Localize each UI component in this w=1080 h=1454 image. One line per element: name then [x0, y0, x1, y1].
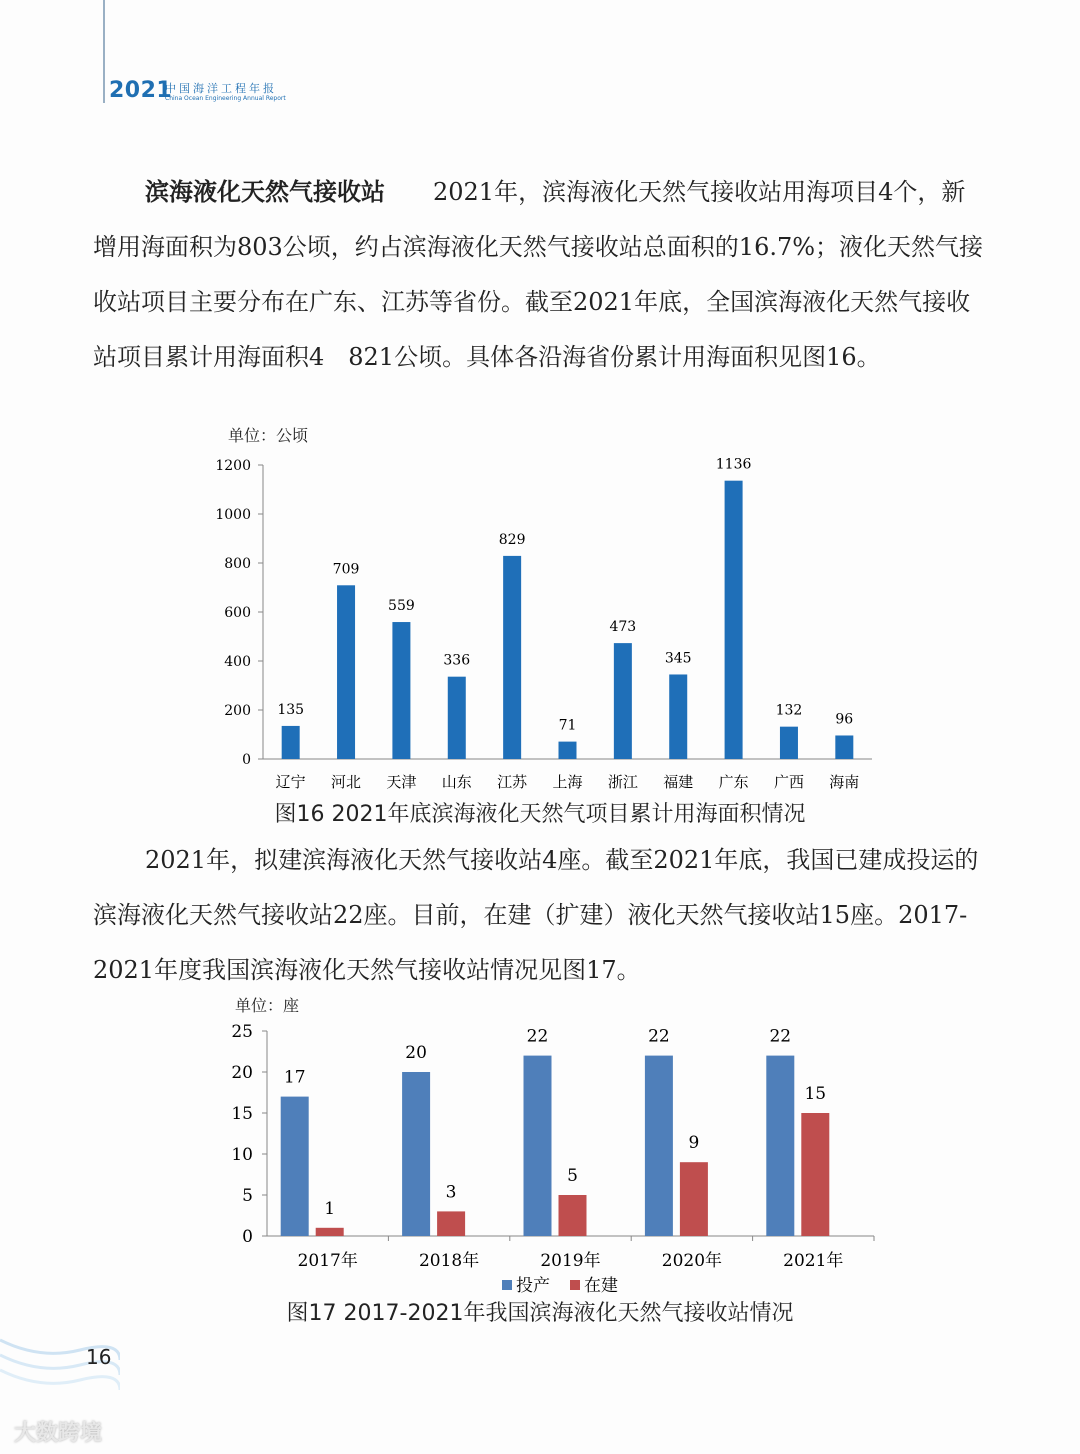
chart16-y-tick-label: 1200: [215, 458, 251, 474]
chart17-unit-label: 单位：座: [235, 996, 300, 1015]
chart16-bar: [669, 674, 687, 759]
chart17-legend-label: 在建: [584, 1276, 618, 1296]
chart16-data-label: 135: [277, 701, 305, 718]
header-rule: [103, 0, 105, 103]
chart17-data-label: 17: [283, 1067, 306, 1088]
chart16-category-label: 河北: [331, 773, 362, 791]
header-year: 2021: [109, 78, 173, 103]
page-number: 16: [86, 1345, 112, 1369]
chart17-category-label: 2019年: [540, 1251, 601, 1271]
chart17-stations-chart: [0, 1016, 1080, 1296]
chart17-legend-swatch: [502, 1280, 512, 1290]
chart16-bar: [725, 481, 743, 759]
chart16-bar: [780, 727, 798, 759]
chart16-bar: [392, 622, 410, 759]
chart17-y-tick-label: 10: [231, 1145, 253, 1165]
chart17-bar-operating: [645, 1056, 673, 1236]
chart17-data-label: 20: [405, 1043, 427, 1063]
chart16-category-label: 广西: [773, 773, 804, 791]
chart17-category-label: 2018年: [418, 1251, 480, 1271]
header-title-en: China Ocean Engineering Annual Report: [165, 95, 286, 102]
chart17-category-label: 2017年: [297, 1251, 358, 1271]
chart17-y-tick-label: 20: [231, 1063, 253, 1083]
chart17-data-label: 22: [769, 1026, 792, 1047]
wave-decoration-icon: [0, 1330, 120, 1410]
chart16-caption: 图16 2021年底滨海液化天然气项目累计用海面积情况: [274, 802, 806, 827]
chart16-category-label: 广东: [718, 773, 749, 791]
chart16-y-tick-label: 600: [224, 605, 251, 621]
chart16-category-label: 福建: [663, 773, 694, 791]
chart16-data-label: 829: [498, 531, 526, 548]
header-title-cn: 中国海洋工程年报: [165, 82, 277, 95]
chart17-bar-building: [316, 1228, 344, 1236]
chart16-bar: [835, 735, 853, 759]
chart16-y-tick-label: 1000: [215, 507, 251, 523]
chart17-bar-building: [437, 1211, 465, 1236]
paragraph-1: [93, 165, 988, 385]
chart17-bar-building: [559, 1195, 587, 1236]
chart16-bar: [448, 677, 466, 759]
chart16-y-tick-label: 400: [224, 654, 251, 670]
chart17-data-label: 22: [526, 1026, 549, 1047]
chart17-y-tick-label: 25: [231, 1022, 253, 1042]
chart17-bar-operating: [281, 1097, 309, 1236]
chart16-category-label: 天津: [386, 773, 417, 791]
chart16-data-label: 559: [388, 598, 415, 615]
chart17-y-tick-label: 5: [242, 1186, 253, 1206]
paragraph-2: [93, 833, 988, 998]
chart16-category-label: 江苏: [497, 773, 528, 791]
chart17-data-label: 3: [445, 1182, 457, 1203]
chart17-y-tick-label: 0: [242, 1227, 253, 1247]
chart17-data-label: 9: [688, 1133, 700, 1154]
chart17-bar-operating: [766, 1056, 794, 1236]
chart17-category-label: 2020年: [661, 1251, 723, 1271]
chart16-category-label: 海南: [829, 773, 860, 791]
chart17-bar-operating: [524, 1056, 552, 1236]
chart16-data-label: 1136: [715, 456, 752, 473]
chart16-category-label: 辽宁: [275, 773, 306, 791]
chart17-bar-operating: [402, 1072, 430, 1236]
chart16-bar: [282, 726, 300, 759]
chart16-category-label: 山东: [441, 773, 472, 791]
chart16-data-label: 345: [664, 650, 692, 667]
chart16-data-label: 336: [443, 652, 471, 669]
chart17-legend-swatch: [570, 1280, 580, 1290]
chart16-bar: [337, 585, 355, 759]
chart17-data-label: 15: [804, 1084, 827, 1104]
chart17-y-tick-label: 15: [231, 1104, 253, 1124]
chart17-caption: 图17 2017-2021年我国滨海液化天然气接收站情况: [286, 1301, 794, 1326]
chart16-data-label: 473: [609, 619, 637, 636]
chart16-data-label: 709: [332, 561, 360, 578]
chart16-bar: [503, 556, 521, 759]
chart16-data-label: 132: [775, 702, 803, 719]
chart16-y-tick-label: 800: [224, 556, 251, 572]
watermark: 大数跨境: [14, 1421, 103, 1446]
chart16-bar: [614, 643, 632, 759]
chart16-category-label: 浙江: [607, 773, 638, 791]
chart17-data-label: 5: [567, 1166, 578, 1186]
chart16-data-label: 71: [558, 717, 577, 734]
chart16-category-label: 上海: [552, 773, 583, 791]
paragraph-1-text: 2021年，滨海液化天然气接收站用海项目4个，新增用海面积为803公顷，约占滨海液化天然气接收站总面积的16.7%；液化天然气接收站项目主要分布在广东、江苏等省份。截至2021年底，全国滨海液化天然气接收站项目累计用海面积4 821公顷。具体各沿海省份累计用海面积见图16。: [93, 178, 984, 371]
chart16-area-chart: [0, 450, 1080, 800]
chart17-legend-label: 投产: [516, 1276, 550, 1296]
chart17-data-label: 22: [648, 1026, 670, 1047]
chart16-y-tick-label: 200: [224, 703, 251, 719]
paragraph-2-text: 2021年，拟建滨海液化天然气接收站4座。截至2021年底，我国已建成投运的滨海液化天然气接收站22座。目前，在建（扩建）液化天然气接收站15座。2017-2021年度我国滨海液化天然气接收站情况见图17。: [93, 846, 979, 984]
chart17-bar-building: [801, 1113, 829, 1236]
chart17-bar-building: [680, 1162, 708, 1236]
chart16-data-label: 96: [835, 711, 854, 728]
section-heading: 滨海液化天然气接收站: [145, 178, 385, 206]
chart16-y-tick-label: 0: [242, 752, 251, 768]
chart17-category-label: 2021年: [783, 1251, 844, 1271]
chart17-data-label: 1: [324, 1198, 336, 1219]
chart16-bar: [559, 742, 577, 759]
chart16-unit-label: 单位：公顷: [228, 426, 309, 445]
